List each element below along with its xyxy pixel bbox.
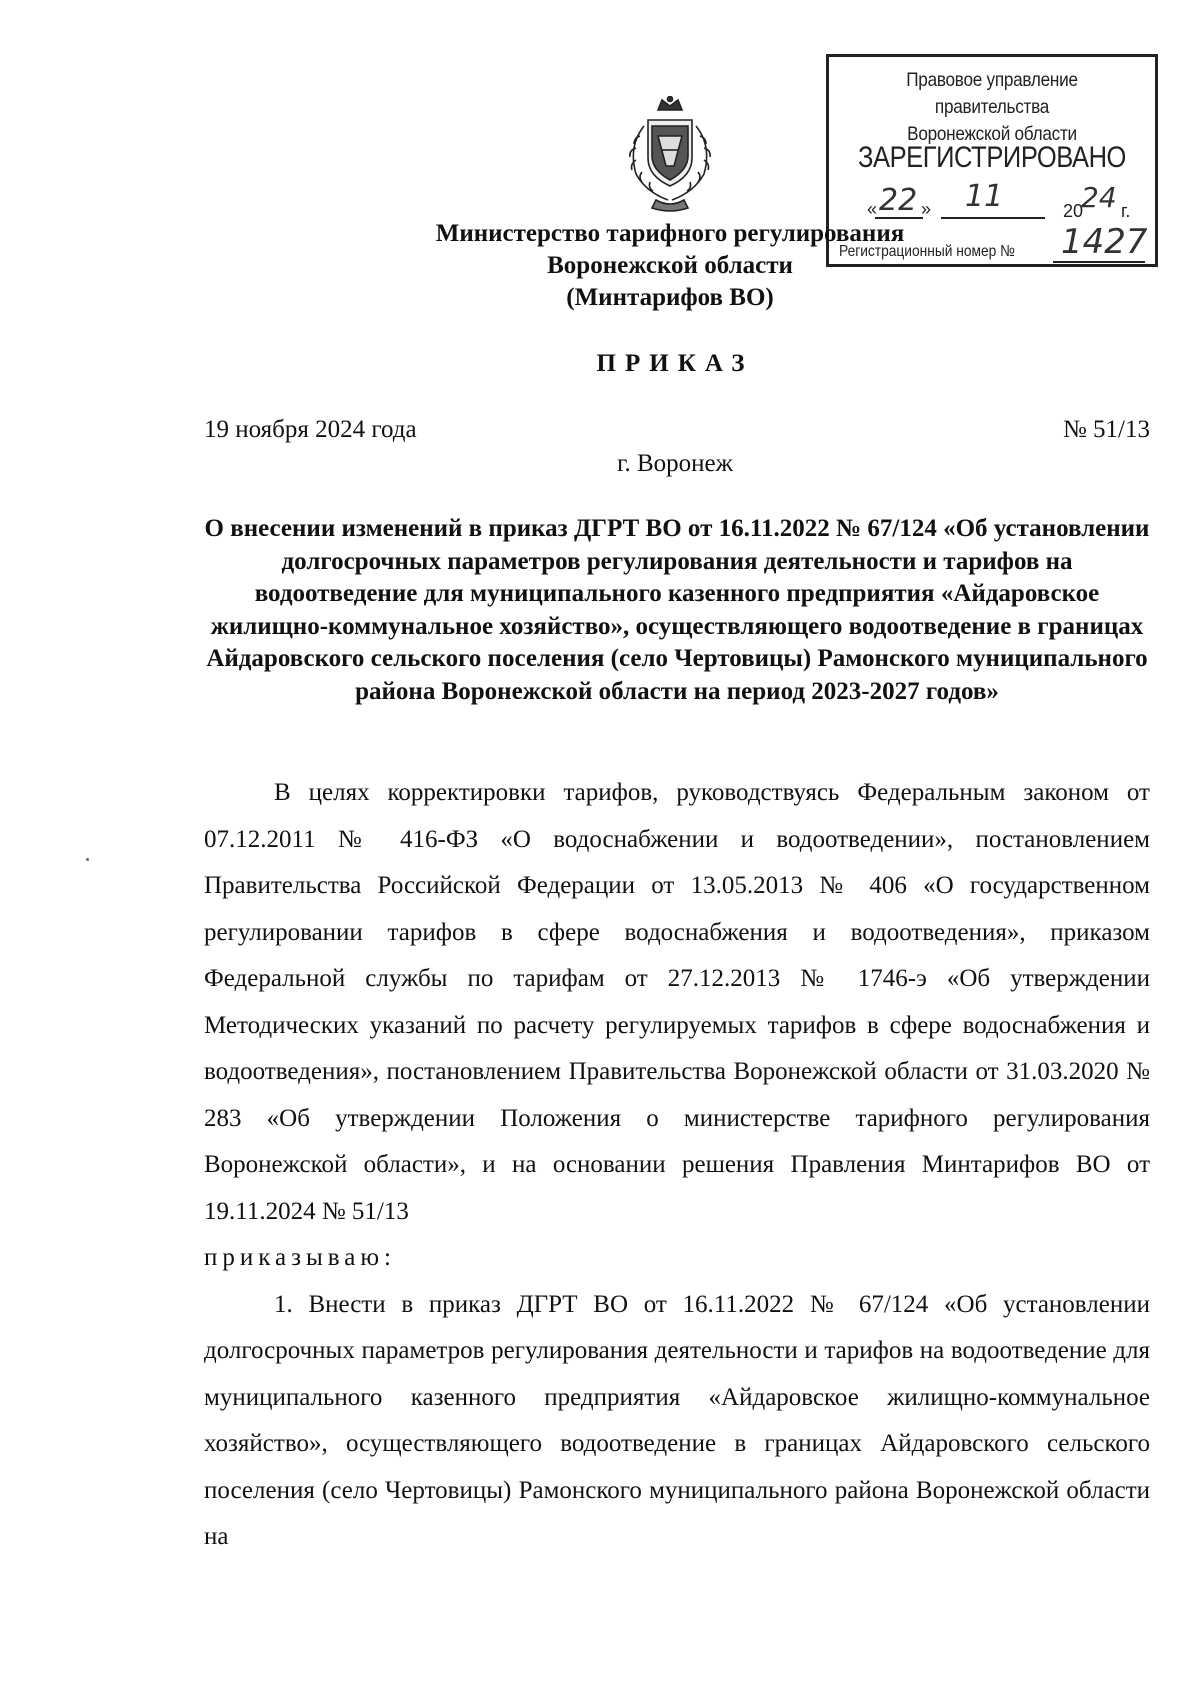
stamp-date-line: « 22 » 11 20 24 г. [867, 179, 1131, 221]
stamp-year-prefix: 20 [1063, 201, 1084, 221]
stamp-year-abbr: г. [1121, 201, 1131, 221]
stamp-reg-number-label: Регистрационный номер № [839, 243, 1015, 260]
document-body [204, 770, 1150, 1561]
document-type: ПРИКАЗ [596, 350, 754, 377]
stamp-org-line1: Правовое управление правительства [906, 69, 1078, 118]
stamp-registered-label: ЗАРЕГИСТРИРОВАНО [858, 141, 1126, 174]
document-city: г. Воронеж [617, 450, 733, 477]
document-number: № 51/13 [1062, 416, 1150, 443]
order-word: приказываю: [204, 1244, 396, 1271]
stamp-date-month: 11 [965, 179, 1004, 214]
coat-of-arms-icon [622, 96, 718, 214]
stamp-org-line2: Воронежской области [907, 123, 1077, 145]
stamp-year-suffix: 24 [1081, 181, 1117, 214]
ministry-title [300, 218, 1040, 314]
scan-speck [86, 858, 89, 861]
preamble-paragraph: В целях корректировки тарифов, руководствуясь Федеральным законом от 07.12.2011 № 416-ФЗ «О водоснабжении и водоотведении», постановлением Правительства Российской Федерации от 13.05.2013 № 406 «О государственном регулировании тарифов в сфере водоснабжения и водоотведения», приказом Федеральной службы по тарифам от 27.12.2013 № 1746-э «Об утверждении Методических указаний по расчету регулируемых тарифов в сфере водоснабжения и водоотведения», постановлением Правительства Воронежской области от 31.03.2020 № 283 «Об утверждении Положения о министерстве тарифного регулирования Воронежской области», и на основании решения Правления Минтарифов ВО от 19.11.2024 № 51/13 [204, 779, 1150, 1225]
stamp-organization [849, 67, 1136, 148]
ministry-name-line2: Воронежской области [547, 252, 793, 279]
ministry-name-line1: Министерство тарифного регулирования [435, 220, 905, 247]
stamp-reg-number: 1427 [1061, 222, 1148, 262]
order-item-1: 1. Внести в приказ ДГРТ ВО от 16.11.2022 № 67/124 «Об установлении долгосрочных параметров регулирования деятельности и тарифов на водоотведение для муниципального казенного предприятия «Айдаровское жилищно-коммунальное хозяйство», осуществляющего водоотведение в границах Айдаровского сельского поселения (село Чертовицы) Рамонского муниципального района Воронежской области на [204, 1290, 1150, 1550]
document-subject: О внесении изменений в приказ ДГРТ ВО от 16.11.2022 № 67/124 «Об установлении долгосрочных параметров регулирования деятельности и тарифов на водоотведение для муниципального казенного предприятия «Айдаровское жилищно-коммунальное хозяйство», осуществляющего водоотведение в границах Айдаровского сельского поселения (село Чертовицы) Рамонского муниципального района Воронежской области на период 2023-2027 годов» [204, 515, 1150, 705]
stamp-date-day: 22 [879, 183, 918, 218]
document-date: 19 ноября 2024 года [204, 416, 417, 443]
ministry-short-name: (Минтарифов ВО) [566, 284, 774, 311]
